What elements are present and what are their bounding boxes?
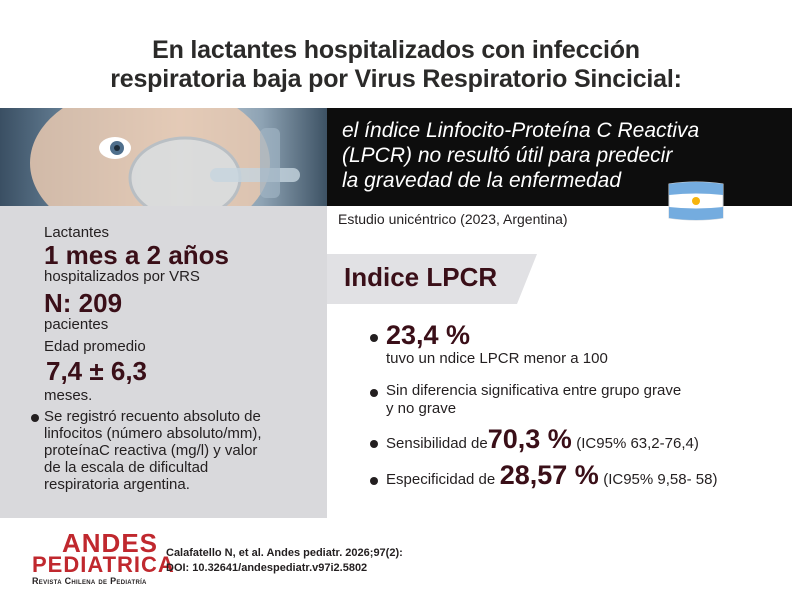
methods-note-line: respiratoria argentina. [44,476,190,493]
sensitivity-label: Sensibilidad de [386,435,488,452]
no-difference-line: Sin diferencia significativa entre grupo grave [386,382,682,399]
label-edad-promedio: Edad promedio [44,338,146,355]
label-lactantes: Lactantes [44,224,110,241]
no-difference-text [386,382,681,418]
study-note: Estudio unicéntrico (2023, Argentina) [338,211,568,227]
age-range-value: 1 mes a 2 años [44,240,229,270]
no-difference-line: y no grave [386,400,457,417]
specificity-value: 28,57 % [499,460,599,490]
methods-note-line: de la escala de dificultad [44,459,209,476]
bullet-icon [370,440,378,448]
specificity-ci: (IC95% 9,58- 58) [603,471,718,488]
label-hospitalizados: hospitalizados por VRS [44,268,200,285]
sensitivity-ci: (IC95% 63,2-76,4) [576,435,699,452]
journal-logo-subtitle: Revista Chilena de Pediatría [32,576,147,586]
citation-line: Calafatello N, et al. Andes pediatr. 2026;97(2): [166,547,403,559]
infant-photo [0,108,327,206]
citation [166,546,403,576]
sample-size-value: N: 209 [44,288,123,318]
methods-note-line: Se registró recuento absoluto de [44,408,261,425]
bullet-icon [370,389,378,397]
conclusion-line-2: (LPCR) no resultó útil para predecir [342,144,673,167]
journal-logo-andes: ANDES [62,528,159,558]
argentina-flag-icon [667,180,725,222]
methods-note-line: proteínaC reactiva (mg/l) y valor [44,442,258,459]
bullet-icon [370,334,378,342]
methods-note [44,408,262,493]
title-line-1: En lactantes hospitalizados con infección [152,36,640,64]
sensitivity-value: 70,3 % [487,424,572,454]
specificity-label: Especificidad de [386,471,496,488]
journal-logo-pediatrica: PEDIATRICA [32,552,175,577]
conclusion-line-1: el índice Linfocito-Proteína C Reactiva [342,119,700,142]
methods-note-line: linfocitos (número absoluto/mm), [44,425,262,442]
mean-age-value: 7,4 ± 6,3 [46,356,148,386]
sensitivity-row [386,424,699,455]
doi-text: DOI: 10.32641/andespediatr.v97i2.5802 [166,562,368,574]
label-pacientes: pacientes [44,316,109,333]
page-title [0,36,792,94]
title-line-2: respiratoria baja por Virus Respiratorio Sincicial: [110,65,682,93]
lpcr-below-100-value: 23,4 % [386,320,471,350]
lpcr-heading: Indice LPCR [344,262,498,292]
bullet-icon [370,477,378,485]
bullet-icon [31,414,39,422]
lpcr-below-100-text: tuvo un ndice LPCR menor a 100 [386,350,608,367]
conclusion-line-3: la gravedad de la enfermedad [342,169,622,192]
specificity-row [386,460,717,491]
label-meses: meses. [44,387,93,404]
